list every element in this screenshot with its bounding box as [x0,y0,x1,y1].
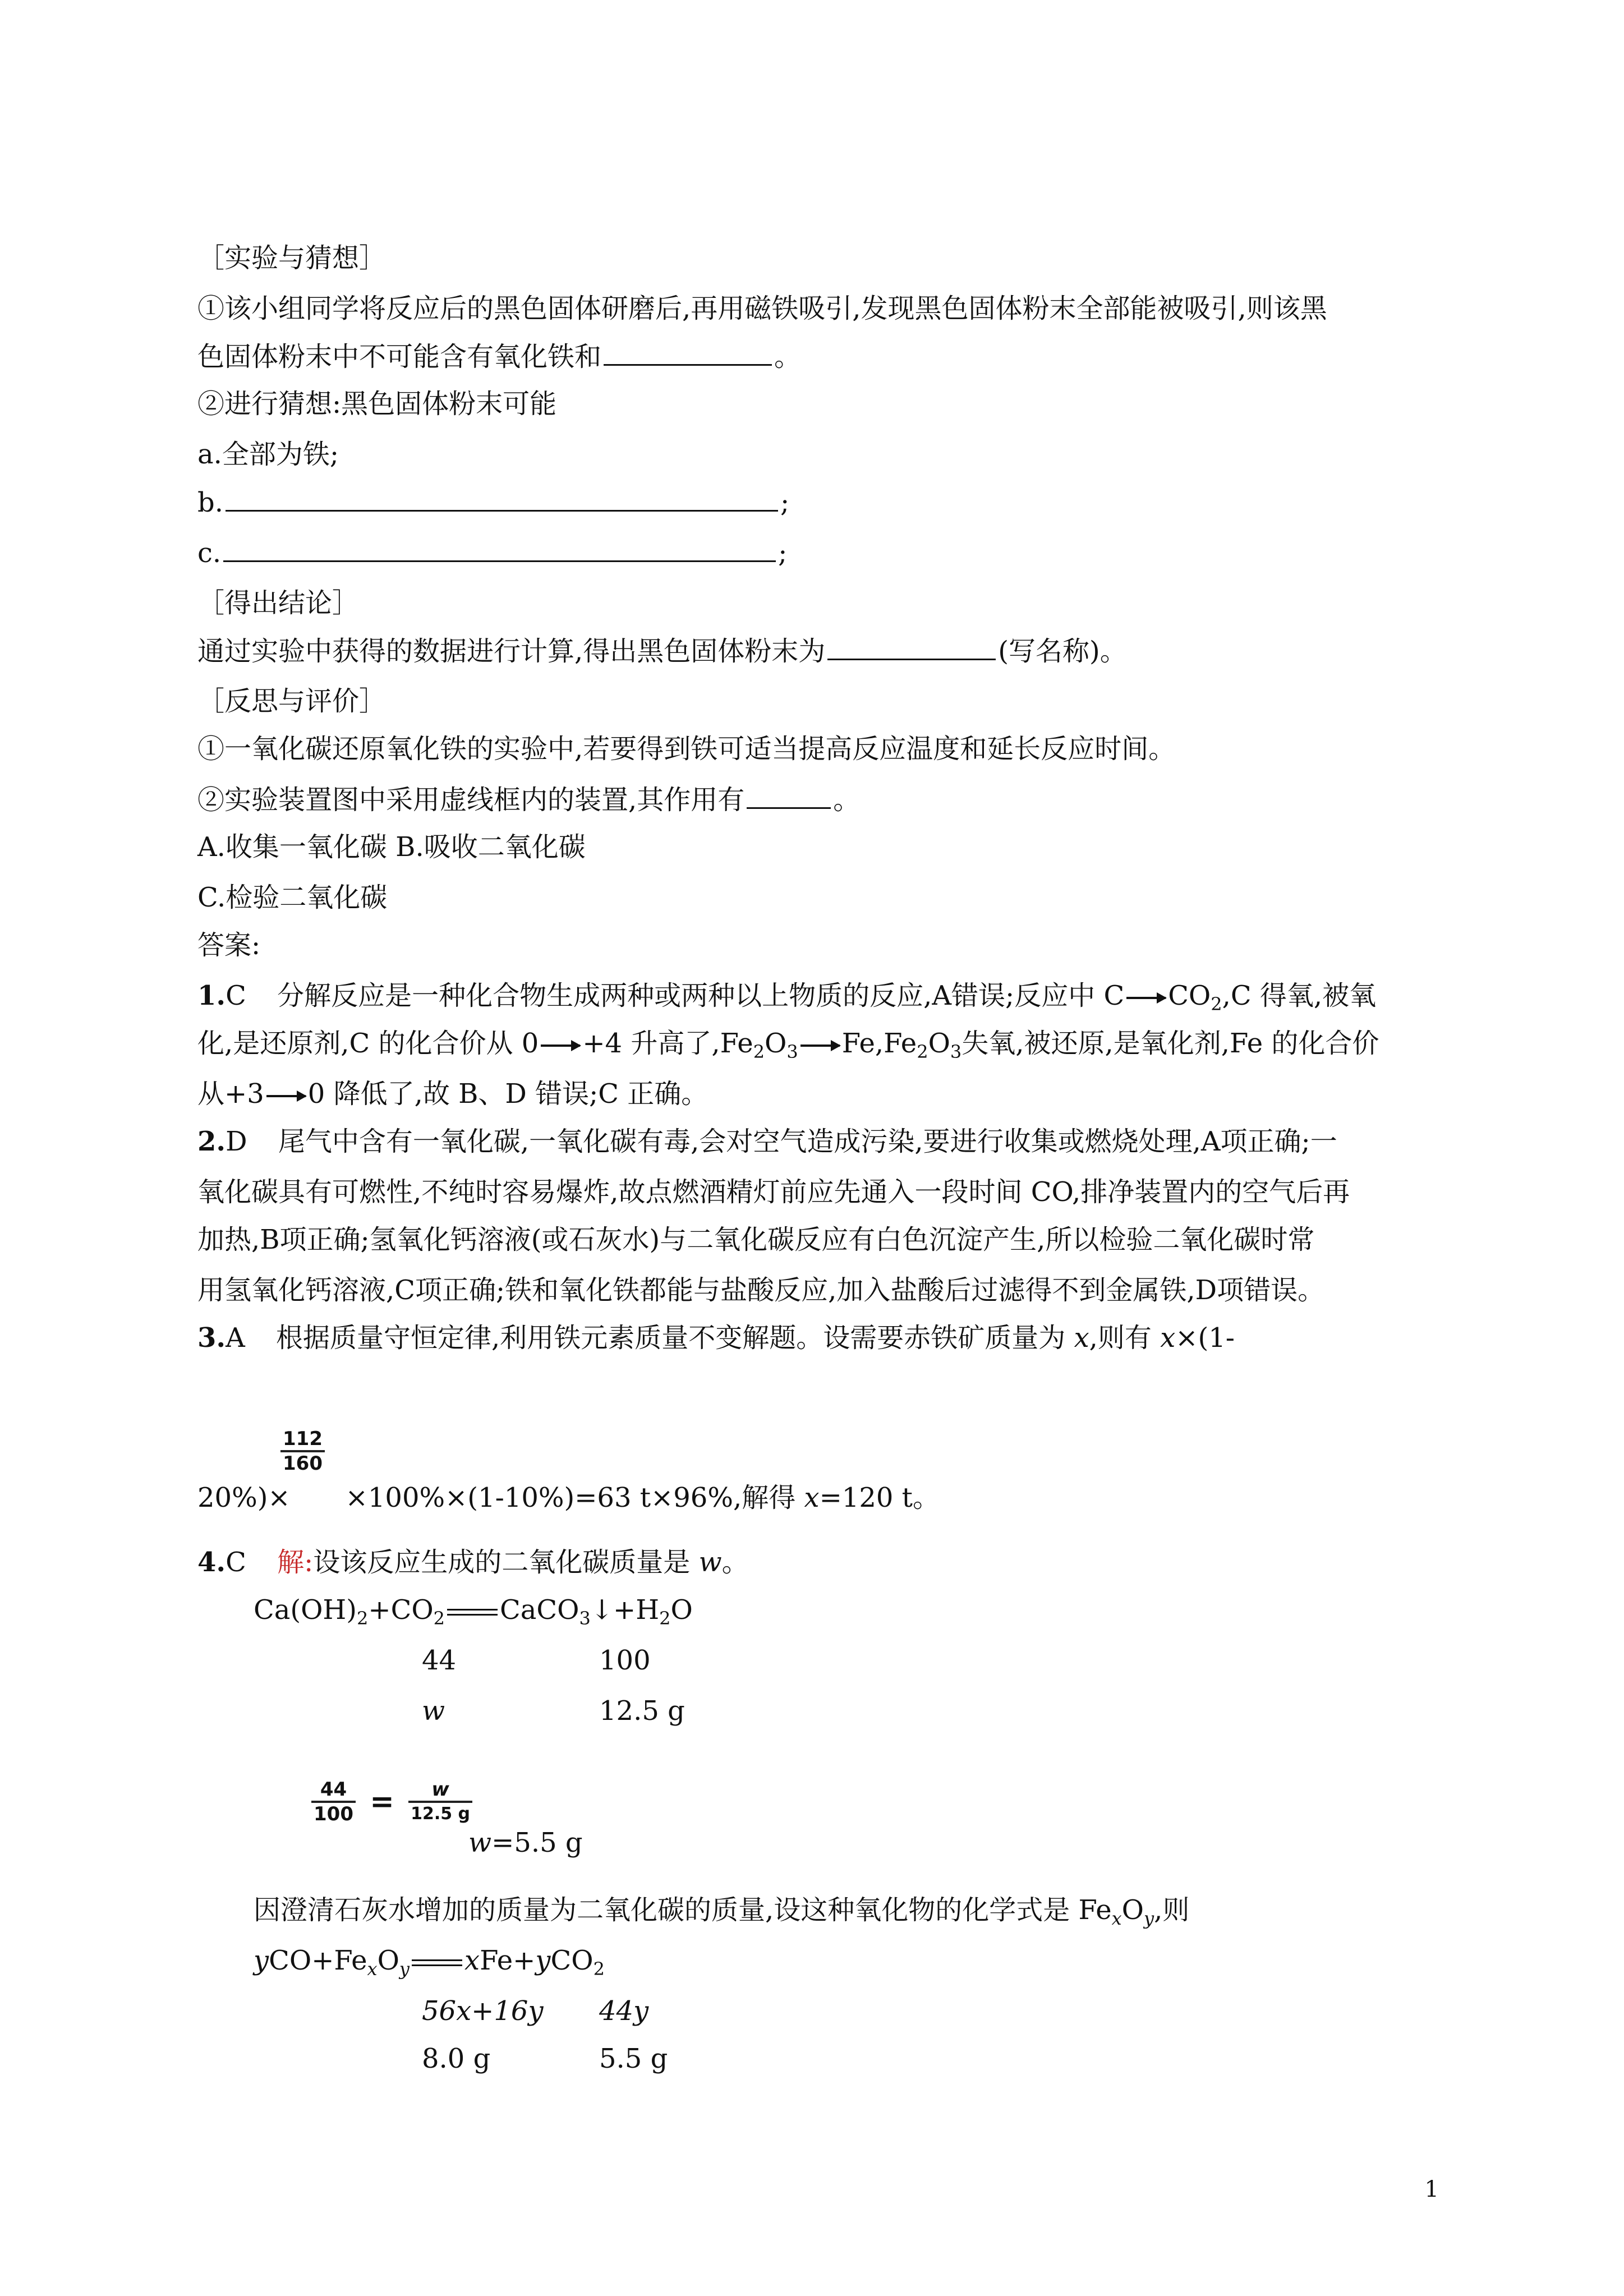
formula-part: CO [550,1945,594,1976]
answer-1-text: 化,是还原剂,C 的化合价从 0 [197,1028,539,1059]
variable-x: x [1160,1322,1176,1354]
answer-3-text: =120 t。 [819,1482,940,1513]
fraction-numerator: 44 [311,1778,356,1803]
formula-part: +CO [368,1594,434,1626]
section-heading-experiment: ［实验与猜想］ [197,242,387,274]
guess-a: a.全部为铁; [197,439,339,470]
reflect-item-2-text: ②实验装置图中采用虚线框内的装置,其作用有 [197,784,745,816]
answer-blank [604,339,772,366]
question-item-2: ②进行猜想:黑色固体粉末可能 [197,388,557,420]
punctuation: 。 [774,341,802,372]
variable-y: y [1144,1908,1154,1929]
answers-label: 答案: [197,930,261,961]
answer-2-text: 尾气中含有一氧化碳,一氧化碳有毒,会对空气造成污染,要进行收集或燃烧处理,A项正确;一 [278,1126,1337,1157]
answer-1-text: O [765,1028,787,1059]
equals-sign [412,1959,462,1966]
answer-4-text: 设该反应生成的二氧化碳质量是 [313,1547,691,1578]
answer-3-text: 根据质量守恒定律,利用铁元素质量不变解题。设需要赤铁矿质量为 [276,1322,1066,1354]
answer-1-line-3 [197,1077,708,1111]
conclusion-prefix: 通过实验中获得的数据进行计算,得出黑色固体粉末为 [197,636,826,667]
variable-y: y [399,1958,410,1980]
answer-3-text: ,则有 [1089,1322,1152,1354]
answer-3-text: ×100%×(1-10%)=63 t×96%,解得 [345,1482,796,1513]
result-value: =5.5 g [491,1827,583,1858]
option-c: C.检验二氧化碳 [197,882,388,913]
equals-sign: = [370,1785,394,1819]
fraction-w-12-5 [408,1778,472,1825]
answer-3-line-2 [197,1481,940,1515]
section-heading-reflect: ［反思与评价］ [197,685,387,717]
arrow-icon [266,1095,306,1097]
answer-2-line-4: 用氢氧化钙溶液,C项正确;铁和氧化铁都能与盐酸反应,加入盐酸后过滤得不到金属铁,D项错误。 [197,1274,1325,1306]
proportion [311,1778,472,1825]
formula-co2: CO [1168,980,1211,1011]
question-item-1-line-2 [197,339,801,374]
equation-1-w [422,1694,445,1728]
fraction-numerator: 112 [280,1428,325,1452]
variable-x: x [804,1482,820,1513]
conclusion-text [197,634,1127,668]
formula-part: Fe+ [480,1945,536,1976]
punctuation: 。 [833,784,861,816]
variable-x: x [1111,1908,1122,1929]
answer-3-text: ×(1- [1175,1322,1235,1354]
fraction-denominator: 160 [283,1452,323,1475]
punctuation: 。 [721,1547,749,1578]
answer-4-line-1 [197,1545,749,1579]
answer-1-text: +4 升高了,Fe [582,1028,753,1059]
formula-part: CO+Fe [269,1945,367,1976]
fraction-numerator: w [408,1778,472,1803]
answer-blank [827,634,996,660]
answer-blank [226,485,778,512]
reflect-item-2 [197,783,860,817]
variable-y: y [535,1945,551,1976]
result-w [468,1826,583,1860]
variable-x: x [1074,1322,1089,1354]
equals-sign [447,1609,498,1616]
equation-1-given-mass: 12.5 g [599,1695,685,1727]
question-item-1-text: 色固体粉末中不可能含有氧化铁和 [197,341,602,372]
answer-1-line-1: 1.C 分解反应是一种化合物生成两种或两种以上物质的反应,A错误;反应中 C $CO_2,C$ 得氧,被氧 [197,980,1377,1015]
answer-number: 1. [197,980,226,1011]
guess-c [197,536,787,570]
conclusion-suffix: (写名称)。 [998,636,1127,667]
arrow-icon [541,1045,580,1047]
answer-1-text: O [928,1028,950,1059]
formula-part: CaCO [500,1594,579,1626]
answer-2-line-1 [197,1125,1337,1158]
variable-w: w [422,1695,445,1727]
equation-1-mass-44: 44 [422,1645,457,1676]
answer-4-line-2 [254,1893,1189,1927]
equation-1: $Ca(OH)_2+CO_2$ $CaCO_3↓+H_2O$ [254,1594,693,1629]
options-ab: A.收集一氧化碳 B.吸收二氧化碳 [197,831,586,863]
punctuation: ; [780,487,790,518]
equation-2-mass-oxide: 8.0 g [422,2043,491,2074]
guess-b [197,485,789,519]
page-number: 1 [1424,2177,1439,2202]
variable-x: x [464,1945,480,1976]
answer-1-text: 0 降低了,故 B、D 错误;C 正确。 [307,1078,709,1110]
equation-2-mass-co2: 5.5 g [599,2043,668,2074]
answer-4-text: ,则 [1154,1894,1190,1926]
answer-blank [747,783,831,809]
fraction-denominator: 12.5 g [411,1804,471,1824]
variable-y: y [254,1945,269,1976]
answer-1-text: 分解反应是一种化合物生成两种或两种以上物质的反应,A错误;反应中 C [277,980,1125,1011]
fraction-denominator: 100 [314,1803,353,1825]
solution-label: 解: [277,1547,314,1578]
punctuation: ; [778,537,788,569]
fraction-112-160 [280,1428,325,1475]
guess-b-label: b. [197,487,223,518]
guess-c-label: c. [197,537,222,569]
answer-1-text: 失氧,被还原,是氧化剂,Fe 的化合价 [961,1028,1379,1059]
answer-4-text: O [1121,1894,1144,1926]
section-heading-conclusion: ［得出结论］ [197,587,360,619]
formula-part: O [377,1945,399,1976]
formula-part: ↓+H [590,1594,660,1626]
answer-1-text: ,C 得氧,被氧 [1222,980,1377,1011]
answer-letter: A [226,1322,245,1354]
answer-3-line-1 [197,1321,1235,1355]
answer-1-line-2: 化,是还原剂,C 的化合价从 0 +4 升高了$,Fe_2O_3$ $Fe,Fe_2O_3$失氧,被还原,是氧化剂,Fe 的化合价 [197,1028,1379,1062]
reflect-item-1: ①一氧化碳还原氧化铁的实验中,若要得到铁可适当提高反应温度和延长反应时间。 [197,733,1176,765]
answer-1-text: Fe,Fe [841,1028,917,1059]
formula-part: Ca(OH) [254,1594,357,1626]
answer-1-text: 从+3 [197,1078,264,1110]
answer-number: 3. [197,1322,226,1354]
answer-number: 4. [197,1547,226,1578]
equation-1-mass-100: 100 [599,1645,651,1676]
variable-w: w [698,1547,722,1578]
answer-letter: D [226,1126,247,1157]
variable-w: w [468,1827,492,1858]
arrow-icon [801,1045,840,1047]
answer-3-text: 20%)× [197,1482,291,1513]
answer-letter: C [226,1547,246,1578]
equation-2: $yCO+Fe_xO_y$ xFe+yCO$_2$ [254,1945,605,1980]
answer-2-line-3: 加热,B项正确;氢氧化钙溶液(或石灰水)与二氧化碳反应有白色沉淀产生,所以检验二氧化碳时常 [197,1224,1315,1255]
answer-2-line-2: 氧化碳具有可燃性,不纯时容易爆炸,故点燃酒精灯前应先通入一段时间 CO,排净装置内的空气后再 [197,1176,1350,1208]
answer-blank [223,536,776,562]
answer-letter: C [226,980,246,1011]
answer-number: 2. [197,1126,226,1157]
fraction-44-100 [311,1778,356,1825]
answer-4-text: 因澄清石灰水增加的质量为二氧化碳的质量,设这种氧化物的化学式是 Fe [254,1894,1112,1926]
formula-part: O [670,1594,693,1626]
equation-2-molar-mass-oxide: 56x+16y [422,1995,544,2027]
equation-2-molar-mass-co2: 44y [599,1995,649,2027]
variable-x: x [367,1958,378,1980]
arrow-icon [1126,997,1166,999]
question-item-1-line-1: ①该小组同学将反应后的黑色固体研磨后,再用磁铁吸引,发现黑色固体粉末全部能被吸引,则该黑 [197,293,1327,324]
